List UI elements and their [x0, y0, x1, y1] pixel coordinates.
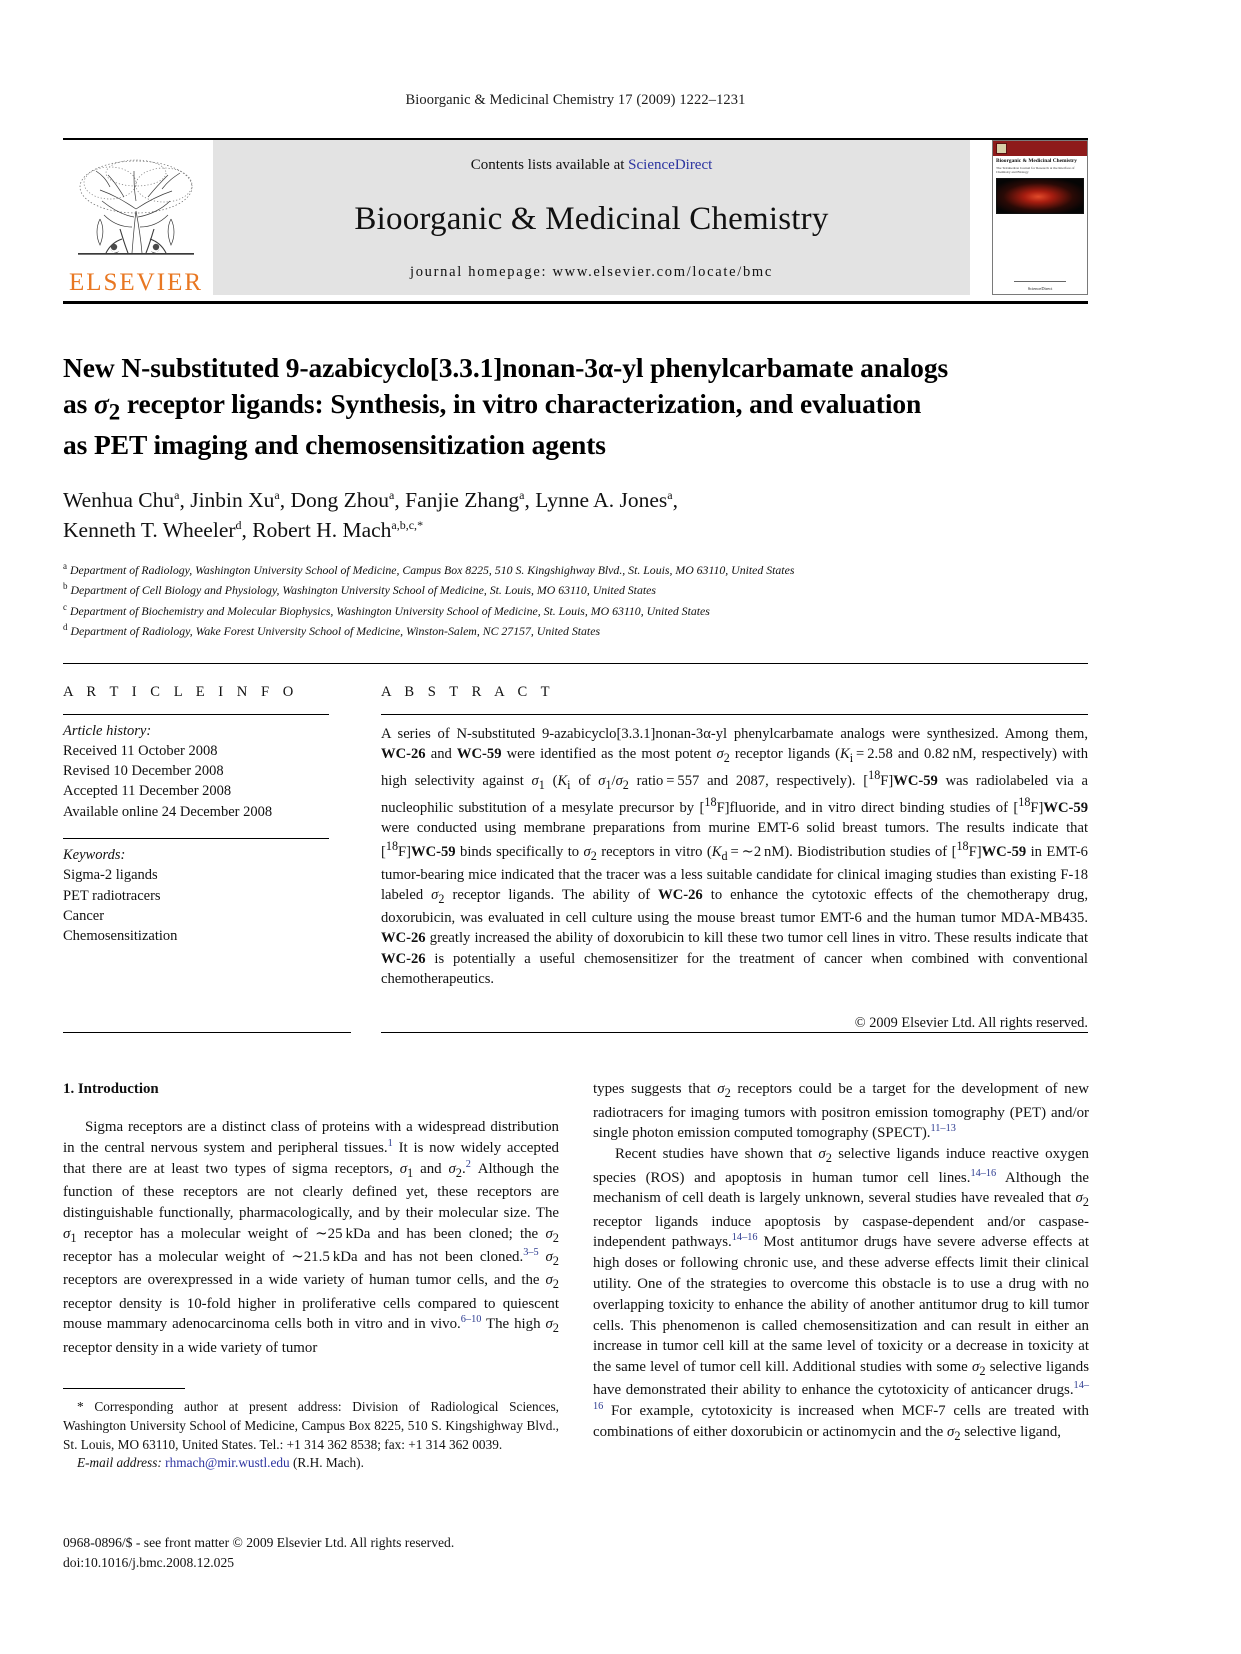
- title-line-2-rest: receptor ligands: Synthesis, in vitro characterization, and evaluation: [120, 387, 922, 419]
- running-head: Bioorganic & Medicinal Chemistry 17 (2009) 1222–1231: [405, 92, 746, 108]
- abstract-copyright: © 2009 Elsevier Ltd. All rights reserved.: [854, 1015, 1088, 1032]
- page-content: [63, 0, 1088, 1473]
- intro-paragraph-1-continued: types suggests that $\sigma_2$ receptors could be a target for the development of new radiotracers for imaging tumors with positron emission tomography (PET) and/or single photon emission computed tomography (SPECT).$^{11-13}$: [593, 1081, 1089, 1142]
- sigma-subscript: 2: [108, 399, 121, 425]
- footnote-rule: [63, 1388, 185, 1389]
- info-abstract-band: [63, 663, 1088, 1033]
- journal-masthead: [63, 138, 1088, 295]
- introduction-heading: 1. Introduction: [63, 1081, 159, 1098]
- journal-title: Bioorganic & Medicinal Chemistry: [354, 200, 829, 237]
- body-column-left: [63, 1079, 559, 1472]
- email-address-line: [63, 1454, 559, 1473]
- keyword-item: PET radiotracers: [63, 887, 161, 904]
- cover-subtitle-text: The Tetrahedron Journal for Research at the Interface of Chemistry and Biology: [996, 165, 1075, 175]
- article-info-heading: A R T I C L E I N F O: [63, 683, 299, 700]
- affiliation-d: $^d$ Department of Radiology, Wake Forest University School of Medicine, Winston-Salem, NC 27157, United States: [63, 622, 601, 639]
- title-line-2-prefix: as: [63, 387, 95, 419]
- affiliation-b: $^b$ Department of Cell Biology and Physiology, Washington University School of Medicine, St. Louis, MO 63110, United States: [63, 581, 656, 598]
- email-label: E-mail address:: [77, 1455, 162, 1471]
- history-revised: Revised 10 December 2008: [63, 763, 224, 780]
- colophon-issn-line: 0968-0896/$ - see front matter © 2009 Elsevier Ltd. All rights reserved.: [63, 1535, 455, 1550]
- abstract-bottom-rule: [381, 1032, 1088, 1033]
- email-link[interactable]: rhmach@mir.wustl.edu: [165, 1455, 290, 1471]
- article-history-label: Article history:: [63, 722, 152, 739]
- contents-prefix-text: Contents lists available at: [470, 157, 629, 173]
- author-line-1: Wenhua Chu$^a$, Jinbin Xu$^a$, Dong Zhou$^a$, Fanjie Zhang$^a$, Lynne A. Jones$^a$,: [63, 487, 678, 512]
- history-online: Available online 24 December 2008: [63, 803, 273, 820]
- author-line-2: Kenneth T. Wheeler$^d$, Robert H. Mach$^{a,b,c,*}$: [63, 518, 424, 543]
- abstract-heading: A B S T R A C T: [381, 683, 555, 700]
- intro-paragraph-2: Recent studies have shown that $\sigma_2$ selective ligands induce reactive oxygen species (ROS) and apoptosis in human tumor cell lines.$^{14-16}$ Although the mechanism of cell death is largely unknown, several studies have revealed that $\sigma_2$ receptor ligands induce apoptosis by caspase-dependent and/or caspase-independent pathways.$^{14-16}$ Most antitumor drugs have severe adverse effects at high doses or following chronic use, and these adverse effects limit their clinical utility. One of the strategies to overcome this obstacle is to use a drug with no overlapping toxicity to enhance the ability of another antitumor drug to kill tumor cells. This phenomenon is called chemosensitization and can result in either an increase in tumor cell kill at the same level of toxicity or a decrease in toxicity at the same level of tumor cell kill. Additional studies with some $\sigma_2$ selective ligands have demonstrated their ability to enhance the cytotoxicity of anticancer drugs.$^{14-16}$ For example, cytotoxicity is increased when MCF-7 cells are treated with combinations of either doxorubicin or actinomycin and the $\sigma_2$ selective ligand,: [593, 1146, 1090, 1443]
- body-columns: [63, 1079, 1088, 1472]
- article-history-block: [63, 715, 329, 822]
- masthead-banner: [213, 140, 970, 295]
- affiliation-a: $^a$ Department of Radiology, Washington University School of Medicine, Campus Box 8225, 510 S. Kingshighway Blvd., St. Louis, MO 63110, United States: [63, 560, 795, 577]
- affiliation-list: [63, 559, 1088, 641]
- keyword-item: Cancer: [63, 907, 105, 924]
- cover-divider: [1014, 281, 1067, 282]
- journal-cover-thumbnail: [992, 140, 1088, 295]
- history-accepted: Accepted 11 December 2008: [63, 783, 232, 800]
- page-title: [63, 350, 1088, 463]
- cover-title-text: Bioorganic & Medicinal Chemistry: [996, 158, 1077, 164]
- info-spacer: [63, 822, 329, 838]
- keyword-item: Chemosensitization: [63, 928, 178, 945]
- cover-brand-text: ScienceDirect: [1027, 286, 1053, 291]
- corresponding-author-text: * Corresponding author at present address: Division of Radiological Sciences, Washington University School of Medicine, Campus Box 8225, 510 S. Kingshighway Blvd., St. Louis, MO 63110, United States. Tel.: +1 314 362 8538; fax: +1 314 362 0039.: [63, 1399, 559, 1452]
- keyword-item: Sigma-2 ligands: [63, 867, 158, 884]
- title-line-3: as PET imaging and chemosensitization agents: [63, 429, 606, 461]
- elsevier-wordmark: ELSEVIER: [68, 269, 204, 296]
- elsevier-tree-icon: [70, 157, 202, 269]
- article-info-column: [63, 664, 351, 1033]
- history-received: Received 11 October 2008: [63, 742, 218, 759]
- sciencedirect-link[interactable]: ScienceDirect: [628, 157, 713, 173]
- colophon: [63, 1533, 454, 1572]
- contents-available-line: [471, 157, 713, 174]
- corresponding-author-footnote: [63, 1388, 559, 1472]
- cover-logo-square: [996, 143, 1007, 154]
- author-list: [63, 485, 1088, 546]
- title-line-1: New N-substituted 9-azabicyclo[3.3.1]nonan-3α-yl phenylcarbamate analogs: [63, 352, 949, 383]
- affiliation-c: $^c$ Department of Biochemistry and Molecular Biophysics, Washington University School of Medicine, St. Louis, MO 63110, United States: [63, 601, 710, 618]
- body-column-right: [593, 1079, 1089, 1472]
- journal-homepage-line[interactable]: journal homepage: www.elsevier.com/locate/bmc: [409, 264, 774, 280]
- cover-footer: [993, 215, 1087, 295]
- colophon-doi-line: doi:10.1016/j.bmc.2008.12.025: [63, 1554, 235, 1570]
- abstract-column: [351, 664, 1088, 1033]
- keywords-block: [63, 839, 329, 946]
- keywords-label: Keywords:: [63, 847, 126, 864]
- elsevier-logo: [63, 140, 209, 295]
- sigma-glyph: σ: [94, 387, 109, 419]
- info-bottom-rule: [63, 1032, 351, 1033]
- intro-paragraph-1: Sigma receptors are a distinct class of proteins with a widespread distribution in the central nervous system and peripheral tissues.$^1$ It is now widely accepted that there are at least two types of sigma receptors, $\sigma_1$ and $\sigma_2.^2$ Although the function of these receptors are not clearly defined yet, these receptors are distinguishable functionally, pharmacologically, and by their molecular size. The $\sigma_1$ receptor has a molecular weight of ∼25 kDa and has been cloned; the $\sigma_2$ receptor has a molecular weight of ∼21.5 kDa and has not been cloned.$^{3-5}$ $\sigma_2$ receptors are overexpressed in a wide variety of human tumor cells, and the $\sigma_2$ receptor density is 10-fold higher in proliferative cells compared to quiescent mouse mammary adenocarcinoma cells both in vitro and in vivo.$^{6-10}$ The high $\sigma_2$ receptor density in a wide variety of tumor: [63, 1119, 560, 1356]
- cover-artwork: [996, 178, 1084, 214]
- masthead-bottom-rule: [63, 301, 1088, 304]
- abstract-text: A series of N-substituted 9-azabicyclo[3.3.1]nonan-3α-yl phenylcarbamate analogs were synthesized. Among them, WC-26 and WC-59 were identified as the most potent $\sigma_2$ receptor ligands ($K_i = 2.58$ and 0.82 nM, respectively) with high selectivity against $\sigma_1$ ($K_i$ of $\sigma_1/\sigma_2$ ratio = 557 and 2087, respectively). [$^{18}$F]WC-59 was radiolabeled via a nucleophilic substitution of a mesylate precursor by [$^{18}$F]fluoride, and in vitro direct binding studies of [$^{18}$F]WC-59 were conducted using membrane preparations from murine EMT-6 solid breast tumors. The results indicate that [$^{18}$F]WC-59 binds specifically to $\sigma_2$ receptors in vitro ($K_d$ = ∼2 nM). Biodistribution studies of [$^{18}$F]WC-59 in EMT-6 tumor-bearing mice indicated that the tracer was a less suitable candidate for clinical imaging studies than existing F-18 labeled $\sigma_2$ receptor ligands. The ability of WC-26 to enhance the cytotoxic effects of the chemotherapy drug, doxorubicin, was evaluated in cell culture using the mouse breast tumor EMT-6 and the human tumor MDA-MB435. WC-26 greatly increased the ability of doxorubicin to kill these two tumor cell lines in vitro. These results indicate that WC-26 is potentially a useful chemosensitizer for the treatment of cancer when combined with conventional chemotherapeutics.: [381, 725, 1088, 988]
- post-abstract-rules: [63, 1032, 1088, 1033]
- email-owner: (R.H. Mach).: [293, 1455, 364, 1471]
- cover-header-band: [993, 141, 1087, 156]
